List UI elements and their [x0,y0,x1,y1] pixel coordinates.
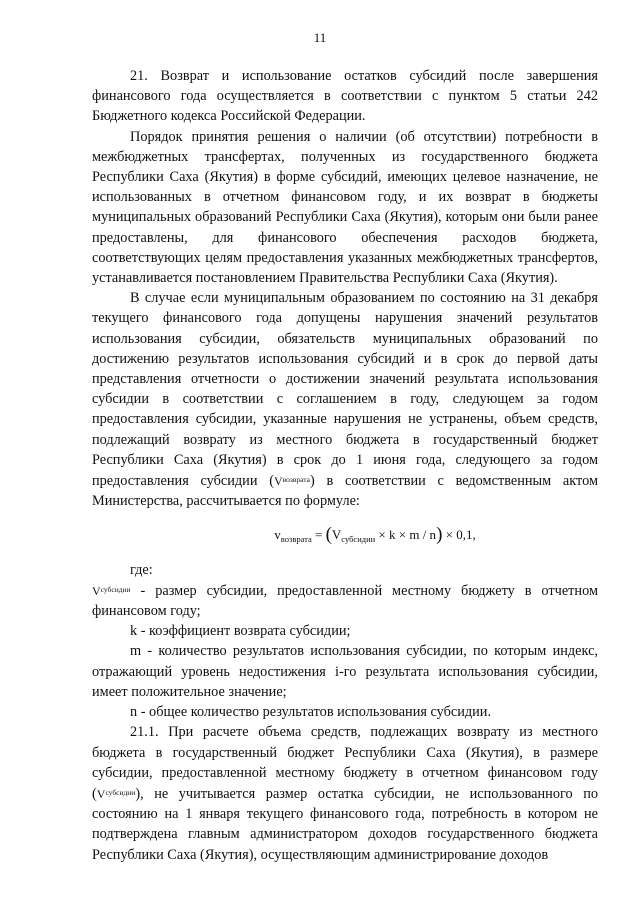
formula-open-paren: ( [325,524,332,546]
where-label: где: [130,561,153,578]
formula-v-subsidy: V [331,527,342,543]
p211-text-start: 21.1. При расчете объема средств, подлежащих возврату из местного бюджета в государственный бюджет Республики Саха (Якутия), в размере субсидии, предоставленной местному бюджету в отчетном финансовом году ( [92,724,598,802]
document-body [92,66,598,865]
formula-tail: × 0,1 [442,527,473,543]
formula-multipliers: × k × m / n [375,527,437,543]
paragraph-21-1 [92,722,598,864]
formula-comma: , [472,527,476,543]
p211-text-end: ), не учитывается размер остатка субсидии, не использованного по состоянию на 1 января текущего финансового года, потребность в котором не подтверждена главным администратором доходов государственного бюджета Республики Саха (Якутия), осуществляющим администрирование доходов [92,785,598,863]
v-return-subscript: возврата [282,475,310,485]
definition-v-subsidy [92,580,598,621]
paragraph-decision-order: Порядок принятия решения о наличии (об отсутствии) потребности в межбюджетных трансфертах, полученных из государственного бюджета Республики Саха (Якутия) в форме субсидий, имеющих целевое назначение, не использованных в отчетном финансовом году, и их возврат в бюджеты муниципальных образований Республики Саха (Якутия), которым они были ранее предоставлены, для финансового обеспечения расходов бюджета, соответствующих целям предоставления указанных межбюджетных трансфертов, устанавливается постановлением Правительства Республики Саха (Якутия). [92,128,598,287]
page-number: 11 [313,30,327,45]
p211-v-subscript: субсидии [105,787,136,797]
formula-close-paren: ) [436,524,443,546]
formula-sub-subsidy: субсидии [341,534,376,545]
formula-v-return: v [274,527,281,543]
definition-m: m - количество результатов использования субсидии, по которым индекс, отражающий уровень недостижения i-го результата использования субсидии, имеет положительное значение; [92,643,598,700]
violation-case-text-end: ) в соответствии с ведомственным актом Министерства, рассчитывается по формуле: [92,473,598,510]
return-formula [152,525,598,549]
paragraph-21: 21. Возврат и использование остатков субсидий после завершения финансового года осуществляется в соответствии с пунктом 5 статьи 242 Бюджетного кодекса Российской Федерации. [92,68,598,125]
definition-n: n - общее количество результатов использования субсидии. [130,704,492,721]
formula-equals: = [311,527,326,543]
def-v-subscript: субсидии [100,584,131,594]
def-v-text: - размер субсидии, предоставленной местному бюджету в отчетном финансовом году; [92,582,598,620]
definition-k: k - коэффициент возврата субсидии; [130,623,351,640]
paragraph-violation-case [92,288,598,511]
formula-sub-return: возврата [280,534,312,545]
p211-v-symbol: V [96,786,106,801]
v-return-symbol: V [273,474,283,489]
violation-case-text-start: В случае если муниципальным образованием по состоянию на 31 декабря текущего финансового года допущены нарушения значений результатов использования субсидии, обязательств муниципальных образований по достижению результатов использования субсидий и в срок до первой даты представления отчетности о достижении значений результата использования субсидии в соответствии с соглашением в году, следующем за годом предоставления субсидии, указанные нарушения не устранены, объем средств, подлежащий возврату из местного бюджета в государственный бюджет Республики Саха (Якутия) в срок до 1 июня года, следующего за годом предоставления субсидии ( [92,290,598,490]
def-v-symbol: V [92,583,101,598]
